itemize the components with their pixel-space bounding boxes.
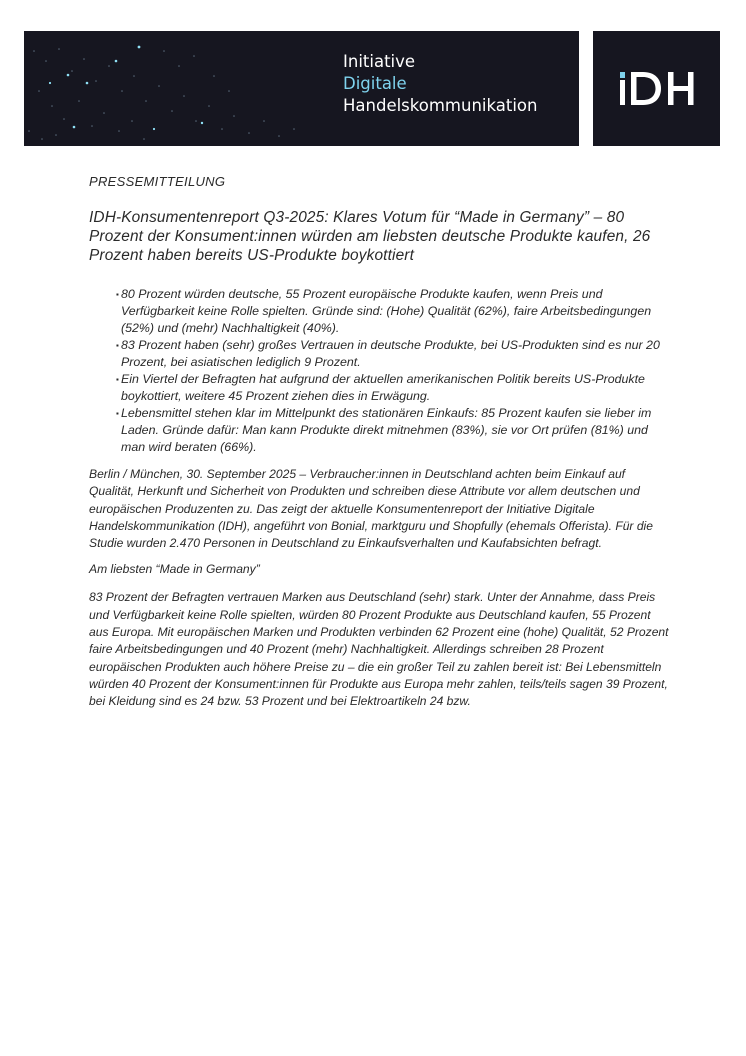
body-paragraph: 83 Prozent der Befragten vertrauen Marken aus Deutschland (sehr) stark. Unter der Annahme, dass Preis und Verfügbarkeit keine Rolle spielten, würden 80 Prozent Produkte aus Deutschland kaufen, 55 Prozent aus Europa. Mit europäischen Marken und Produkten verbinden 62 Prozent eine (hohe) Qualität, 52 Prozent faire Arbeitsbedingungen und 40 Prozent (mehr) Nachhaltigkeit. Allerdings schreiben 28 Prozent europäischen Produkten auch höhere Preise zu – die ein großer Teil zu zahlen bereit ist: Bei Lebensmitteln würden 40 Prozent der Konsument:innen für Produkte aus Europa mehr zahlen, teils/teils sagen 39 Prozent, bei Kleidung sind es 24 bzw. 53 Prozent und bei Elektroartikeln 24 bzw. <box>89 590 669 709</box>
headline: IDH-Konsumentenreport Q3-2025: Klares Votum für “Made in Germany” – 80 Prozent der Konsument:innen würden am liebsten deutsche Produkte kaufen, 26 Prozent haben bereits US-Produkte boykottiert <box>89 209 651 264</box>
particle-pattern-decoration <box>24 31 344 146</box>
banner-text <box>343 51 537 117</box>
idh-logo <box>593 31 720 146</box>
key-findings-list <box>89 286 669 456</box>
idh-logo-mark <box>593 31 720 146</box>
header-banner <box>24 31 579 146</box>
section-heading: Am liebsten “Made in Germany” <box>89 562 260 577</box>
list-item: ▪ Lebensmittel stehen klar im Mittelpunkt des stationären Einkaufs: 85 Prozent kaufen sie lieber im Laden. Gründe dafür: Man kann Produkte direkt mitnehmen (83%), sie vor Ort prüfen (81%) und man wird beraten (66%). <box>89 405 661 456</box>
banner-line-initiative: Initiative <box>343 52 416 71</box>
list-item: ▪ 83 Prozent haben (sehr) großes Vertrauen in deutsche Produkte, bei US-Produkten sind es nur 20 Prozent, bei asiatischen lediglich 9 Prozent. <box>89 337 661 371</box>
press-release-body <box>89 174 669 720</box>
intro-paragraph: Berlin / München, 30. September 2025 – Verbraucher:innen in Deutschland achten beim Einkauf auf Qualität, Herkunft und Sicherheit von Produkten und schreiben diese Attribute vor allem deutschen und europäischen Produzenten zu. Das zeigt der aktuelle Konsumentenreport der Initiative Digitale Handelskommunikation (IDH), angeführt von Bonial, marktguru und Shopfully (ehemals Offerista). Für die Studie wurden 2.470 Personen in Deutschland zu Einkaufsverhalten und Kaufabsichten befragt. <box>89 467 653 551</box>
list-item: ▪ Ein Viertel der Befragten hat aufgrund der aktuellen amerikanischen Politik bereits US-Produkte boykottiert, weitere 45 Prozent ziehen dies in Erwägung. <box>89 371 661 405</box>
document-label: PRESSEMITTEILUNG <box>89 174 226 189</box>
banner-line-digitale: Digitale <box>343 74 407 93</box>
banner-line-handelskommunikation: Handelskommunikation <box>343 96 538 115</box>
list-item: ▪ 80 Prozent würden deutsche, 55 Prozent europäische Produkte kaufen, wenn Preis und Verfügbarkeit keine Rolle spielten. Gründe sind: (Hohe) Qualität (62%), faire Arbeitsbedingungen (52%) und (mehr) Nachhaltigkeit (40%). <box>89 286 661 337</box>
